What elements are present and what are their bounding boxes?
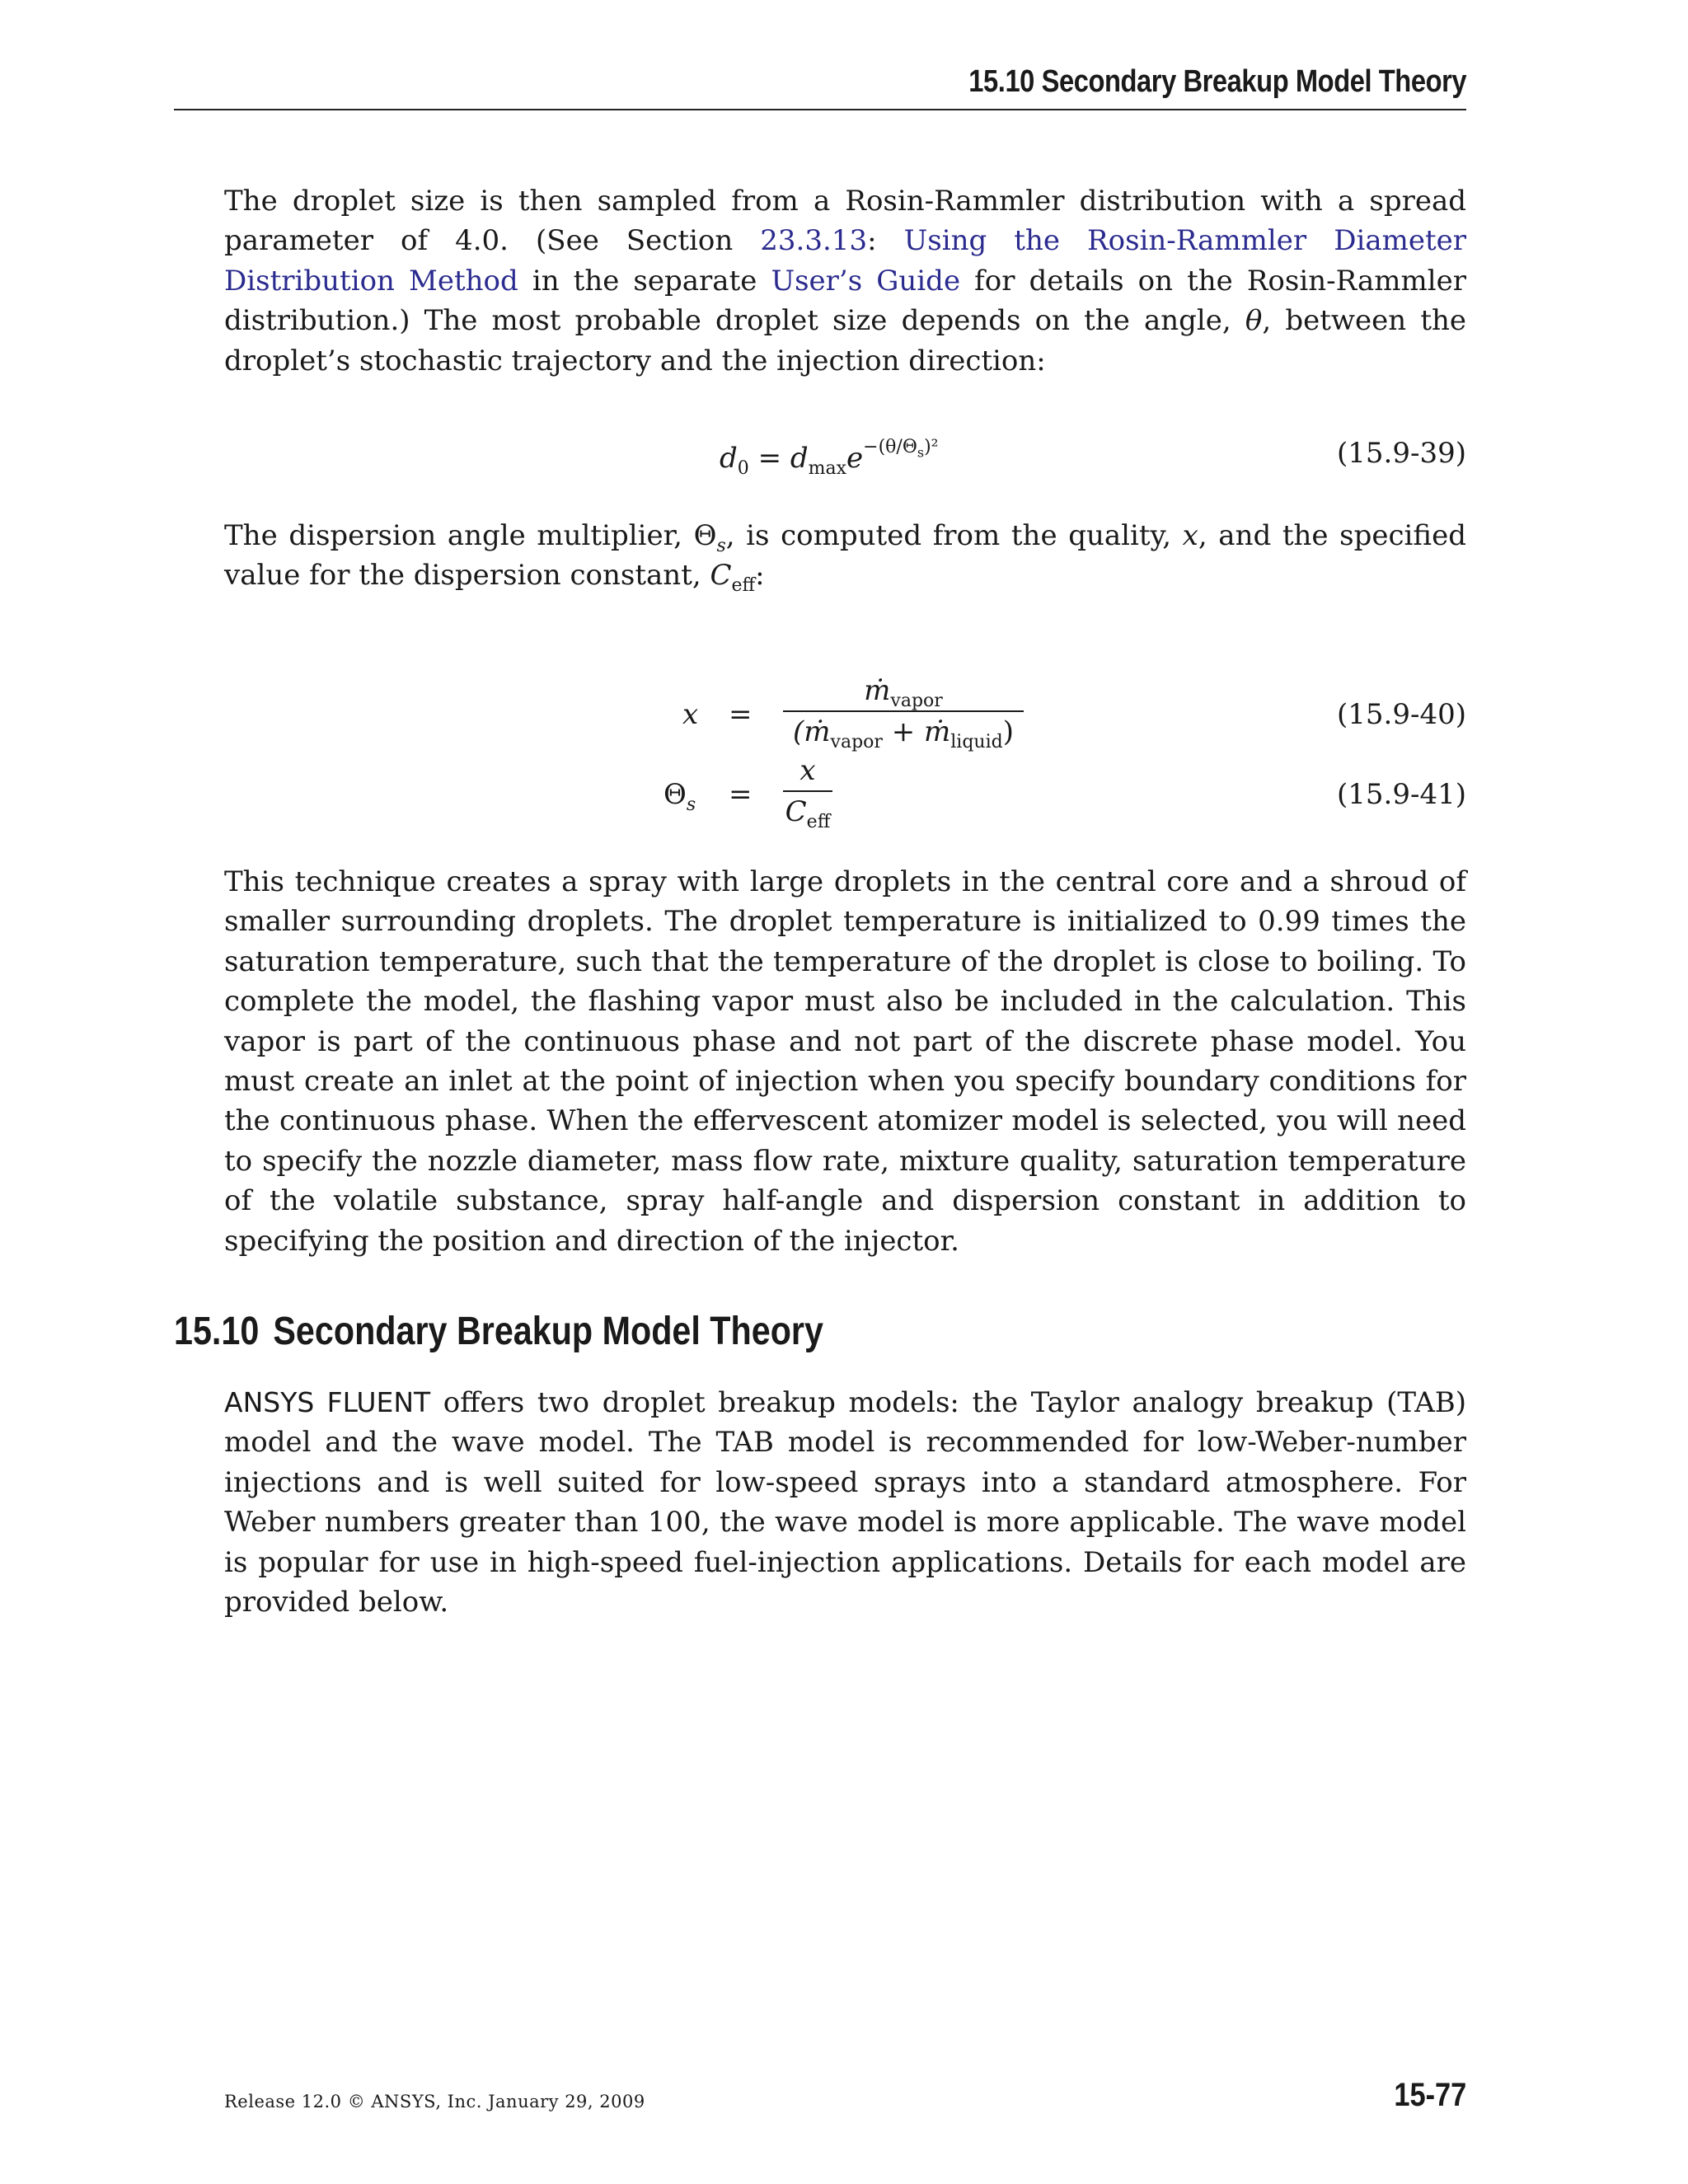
math-sub: liquid [950,731,1003,752]
section-link[interactable]: 23.3.13 [760,224,868,258]
eq2-lhs [682,698,698,731]
text: , is computed from the quality, [725,519,1183,552]
section-title: Secondary Breakup Model Theory [273,1310,823,1353]
math-mdot: (ṁ [793,715,831,748]
paragraph-rosin-rammler [224,181,1466,381]
eq3-fraction [783,754,832,832]
page-number: 15-77 [1394,2077,1466,2113]
math-sub: 0 [737,457,749,479]
text: for details on the Rosin-Rammler distribution.) The most probable droplet size depends on the angle, [224,264,1466,338]
section-number: 15.10 [174,1310,260,1353]
paren: ) [1002,715,1014,748]
eq3-numerator [783,754,832,787]
eq3-denominator [783,795,832,832]
math-x: x [682,698,699,731]
eq3-lhs [663,778,696,815]
math-sub: vapor [830,731,883,752]
eq2-numerator [783,674,1024,711]
text: offers two droplet breakup models: the Taylor analogy breakup (TAB) model and the wave model. The TAB model is recommended for low-Weber-number injections and is well suited for low-speed sprays into a standard atmosphere. For Weber numbers greater than 100, the wave model is more applicable. The wave model is popular for use in high-speed fuel-injection applications. Details for each model are provided below. [224,1386,1467,1619]
text: , between the droplet’s stochastic trajectory and the injection direction: [224,304,1466,377]
math-Theta: Θ [693,519,717,552]
text: : [867,224,904,258]
math-sub: max [808,457,847,479]
equation-droplet-size [720,437,939,479]
exp-part: )² [924,437,939,457]
text: , and the specified value for the dispersion constant, [224,519,1466,593]
math-sub: vapor [890,690,943,711]
text: The droplet size is then sampled from a Rosin-Rammler distribution with a spread parameter of 4.0. (See Section [224,185,1466,258]
method-link[interactable]: Using the Rosin-Rammler Diameter Distribution Method [224,224,1467,298]
users-guide-link[interactable]: User’s Guide [771,264,961,298]
math-sub: s [917,444,925,461]
math-mdot: + ṁ [882,715,951,748]
math-e: e [846,442,864,475]
math-x: x [1182,519,1198,552]
product-name: ANSYS FLUENT [224,1386,431,1418]
eq2-fraction [783,674,1024,752]
math-exponent [863,437,939,461]
section-heading [174,1309,823,1354]
math-equals: = [748,442,790,475]
math-C: C [785,795,807,828]
math-theta: θ [1245,304,1263,338]
math-Theta: Θ [663,778,687,811]
math-sub: s [686,794,696,815]
equation-number: (15.9-39) [1337,437,1466,470]
paragraph-breakup-models [224,1383,1466,1622]
eq2-equals: = [729,698,753,731]
math-sub: s [716,535,726,556]
math-mdot: ṁ [864,674,891,707]
text: : [755,559,765,593]
paragraph-technique: This technique creates a spray with large droplets in the central core and a shroud of smaller surrounding droplets. The droplet temperature is initialized to 0.99 times the saturation temperature, such that the temperature of the droplet is close to boiling. To complete the model, the flashing vapor must also be included in the calculation. This vapor is part of the continuous phase and not part of the discrete phase model. You must create an inlet at the point of injection when you specify boundary conditions for the continuous phase. When the effervescent atomizer model is selected, you will need to specify the nozzle diameter, mass flow rate, mixture quality, saturation temperature of the volatile substance, spray half-angle and dispersion constant in addition to specifying the position and direction of the injector. [224,865,1466,1258]
eq3-equals: = [729,778,753,811]
equation-number: (15.9-41) [1337,778,1466,811]
fraction-bar [783,790,832,792]
math-sub: eff [731,575,756,597]
paragraph-dispersion-angle [224,516,1466,596]
exp-part: −(θ/Θ [863,437,917,457]
equation-number: (15.9-40) [1337,698,1466,731]
running-header [174,59,1466,110]
footer-release: Release 12.0 © ANSYS, Inc. January 29, 2009 [224,2092,645,2111]
math-x: x [799,754,816,787]
eq2-denominator [783,715,1024,752]
running-header-title: 15.10 Secondary Breakup Model Theory [968,64,1466,99]
math-sub: eff [806,811,831,832]
text: in the separate [518,264,771,298]
math-dmax: d [790,442,809,475]
text: The dispersion angle multiplier, [224,519,694,552]
math-d: d [720,442,738,475]
math-C: C [710,559,732,593]
